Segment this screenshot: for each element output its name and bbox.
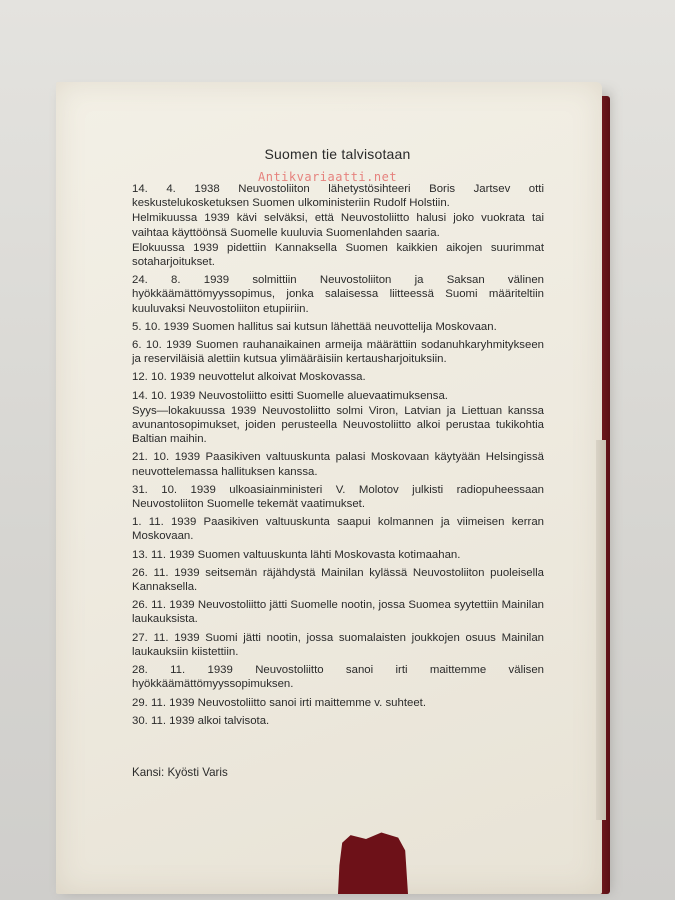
timeline-entry: 5. 10. 1939 Suomen hallitus sai kutsun lähettää neuvottelija Moskovaan. <box>132 320 497 333</box>
timeline-entry: 27. 11. 1939 Suomi jätti nootin, jossa suomalaisten joukkojen osuus Mainilan laukauksiin kiistettiin. <box>132 631 544 658</box>
timeline-entry: 24. 8. 1939 solmittiin Neuvostoliiton ja Saksan välinen hyökkäämättömyyssopimus, jonka salaisessa liitteessä Suomi määriteltiin kuuluvaksi Neuvostoliiton etupiiriin. <box>132 274 544 315</box>
timeline-text <box>132 182 544 732</box>
timeline-entry: 26. 11. 1939 seitsemän räjähdystä Mainilan kylässä Neuvostoliiton puoleisella Kannaksella. <box>132 566 544 594</box>
watermark: Antikvariaatti.net <box>258 170 398 184</box>
timeline-entry: Syys—lokakuussa 1939 Neuvostoliitto solmi Viron, Latvian ja Liettuan kanssa avunantosopimukset, joiden perusteella Neuvostoliitto alkoi perustaa tukikohtia Baltian maihin. <box>132 404 544 446</box>
timeline-entry: 13. 11. 1939 Suomen valtuuskunta lähti Moskovasta kotimaahan. <box>132 548 461 561</box>
timeline-entry: 12. 10. 1939 neuvottelut alkoivat Moskovassa. <box>132 371 366 384</box>
cover-wear <box>596 440 606 820</box>
cover-credit: Kansi: Kyösti Varis <box>132 766 228 779</box>
timeline-entry: 14. 10. 1939 Neuvostoliitto esitti Suomelle aluevaatimuksensa. <box>132 389 448 402</box>
timeline-entry: 6. 10. 1939 Suomen rauhanaikainen armeija määrättiin sodanuhkaryhmitykseen ja reserviläisiä alettiin kutsua ylimääräisiin kertausharjoituksiin. <box>132 339 544 366</box>
timeline-entry: 21. 10. 1939 Paasikiven valtuuskunta palasi Moskovaan käytyään Helsingissä neuvottelemassa hallituksen kanssa. <box>132 451 544 478</box>
torn-label-patch <box>338 830 408 894</box>
cover-title: Suomen tie talvisotaan <box>264 146 411 162</box>
timeline-entry: 1. 11. 1939 Paasikiven valtuuskunta saapui kolmannen ja viimeisen kerran Moskovaan. <box>132 516 544 543</box>
timeline-entry: 14. 4. 1938 Neuvostoliiton lähetystösihteeri Boris Jartsev otti keskustelukosketuksen Suomen ulkoministeriin Rudolf Holstiin. <box>132 183 544 210</box>
timeline-entry: 28. 11. 1939 Neuvostoliitto sanoi irti maittemme välisen hyökkäämättömyyssopimuksen. <box>132 664 544 691</box>
timeline-entry: Elokuussa 1939 pidettiin Kannaksella Suomen kaikkien aikojen suurimmat sotaharjoitukset. <box>132 241 544 269</box>
timeline-entry: 29. 11. 1939 Neuvostoliitto sanoi irti maittemme v. suhteet. <box>132 696 426 709</box>
timeline-entry: 31. 10. 1939 ulkoasiainministeri V. Molotov julkisti radiopuheessaan Neuvostoliiton Suomelle tekemät vaatimukset. <box>132 483 544 511</box>
timeline-entry: Helmikuussa 1939 kävi selväksi, että Neuvostoliitto halusi joko vuokrata tai vaihtaa käyttöönsä Suomelle kuuluvia Suomenlahden saaria. <box>132 212 544 239</box>
timeline-entry: 26. 11. 1939 Neuvostoliitto jätti Suomelle nootin, jossa Suomea syytettiin Mainilan laukauksista. <box>132 599 544 626</box>
timeline-entry: 30. 11. 1939 alkoi talvisota. <box>132 714 270 727</box>
